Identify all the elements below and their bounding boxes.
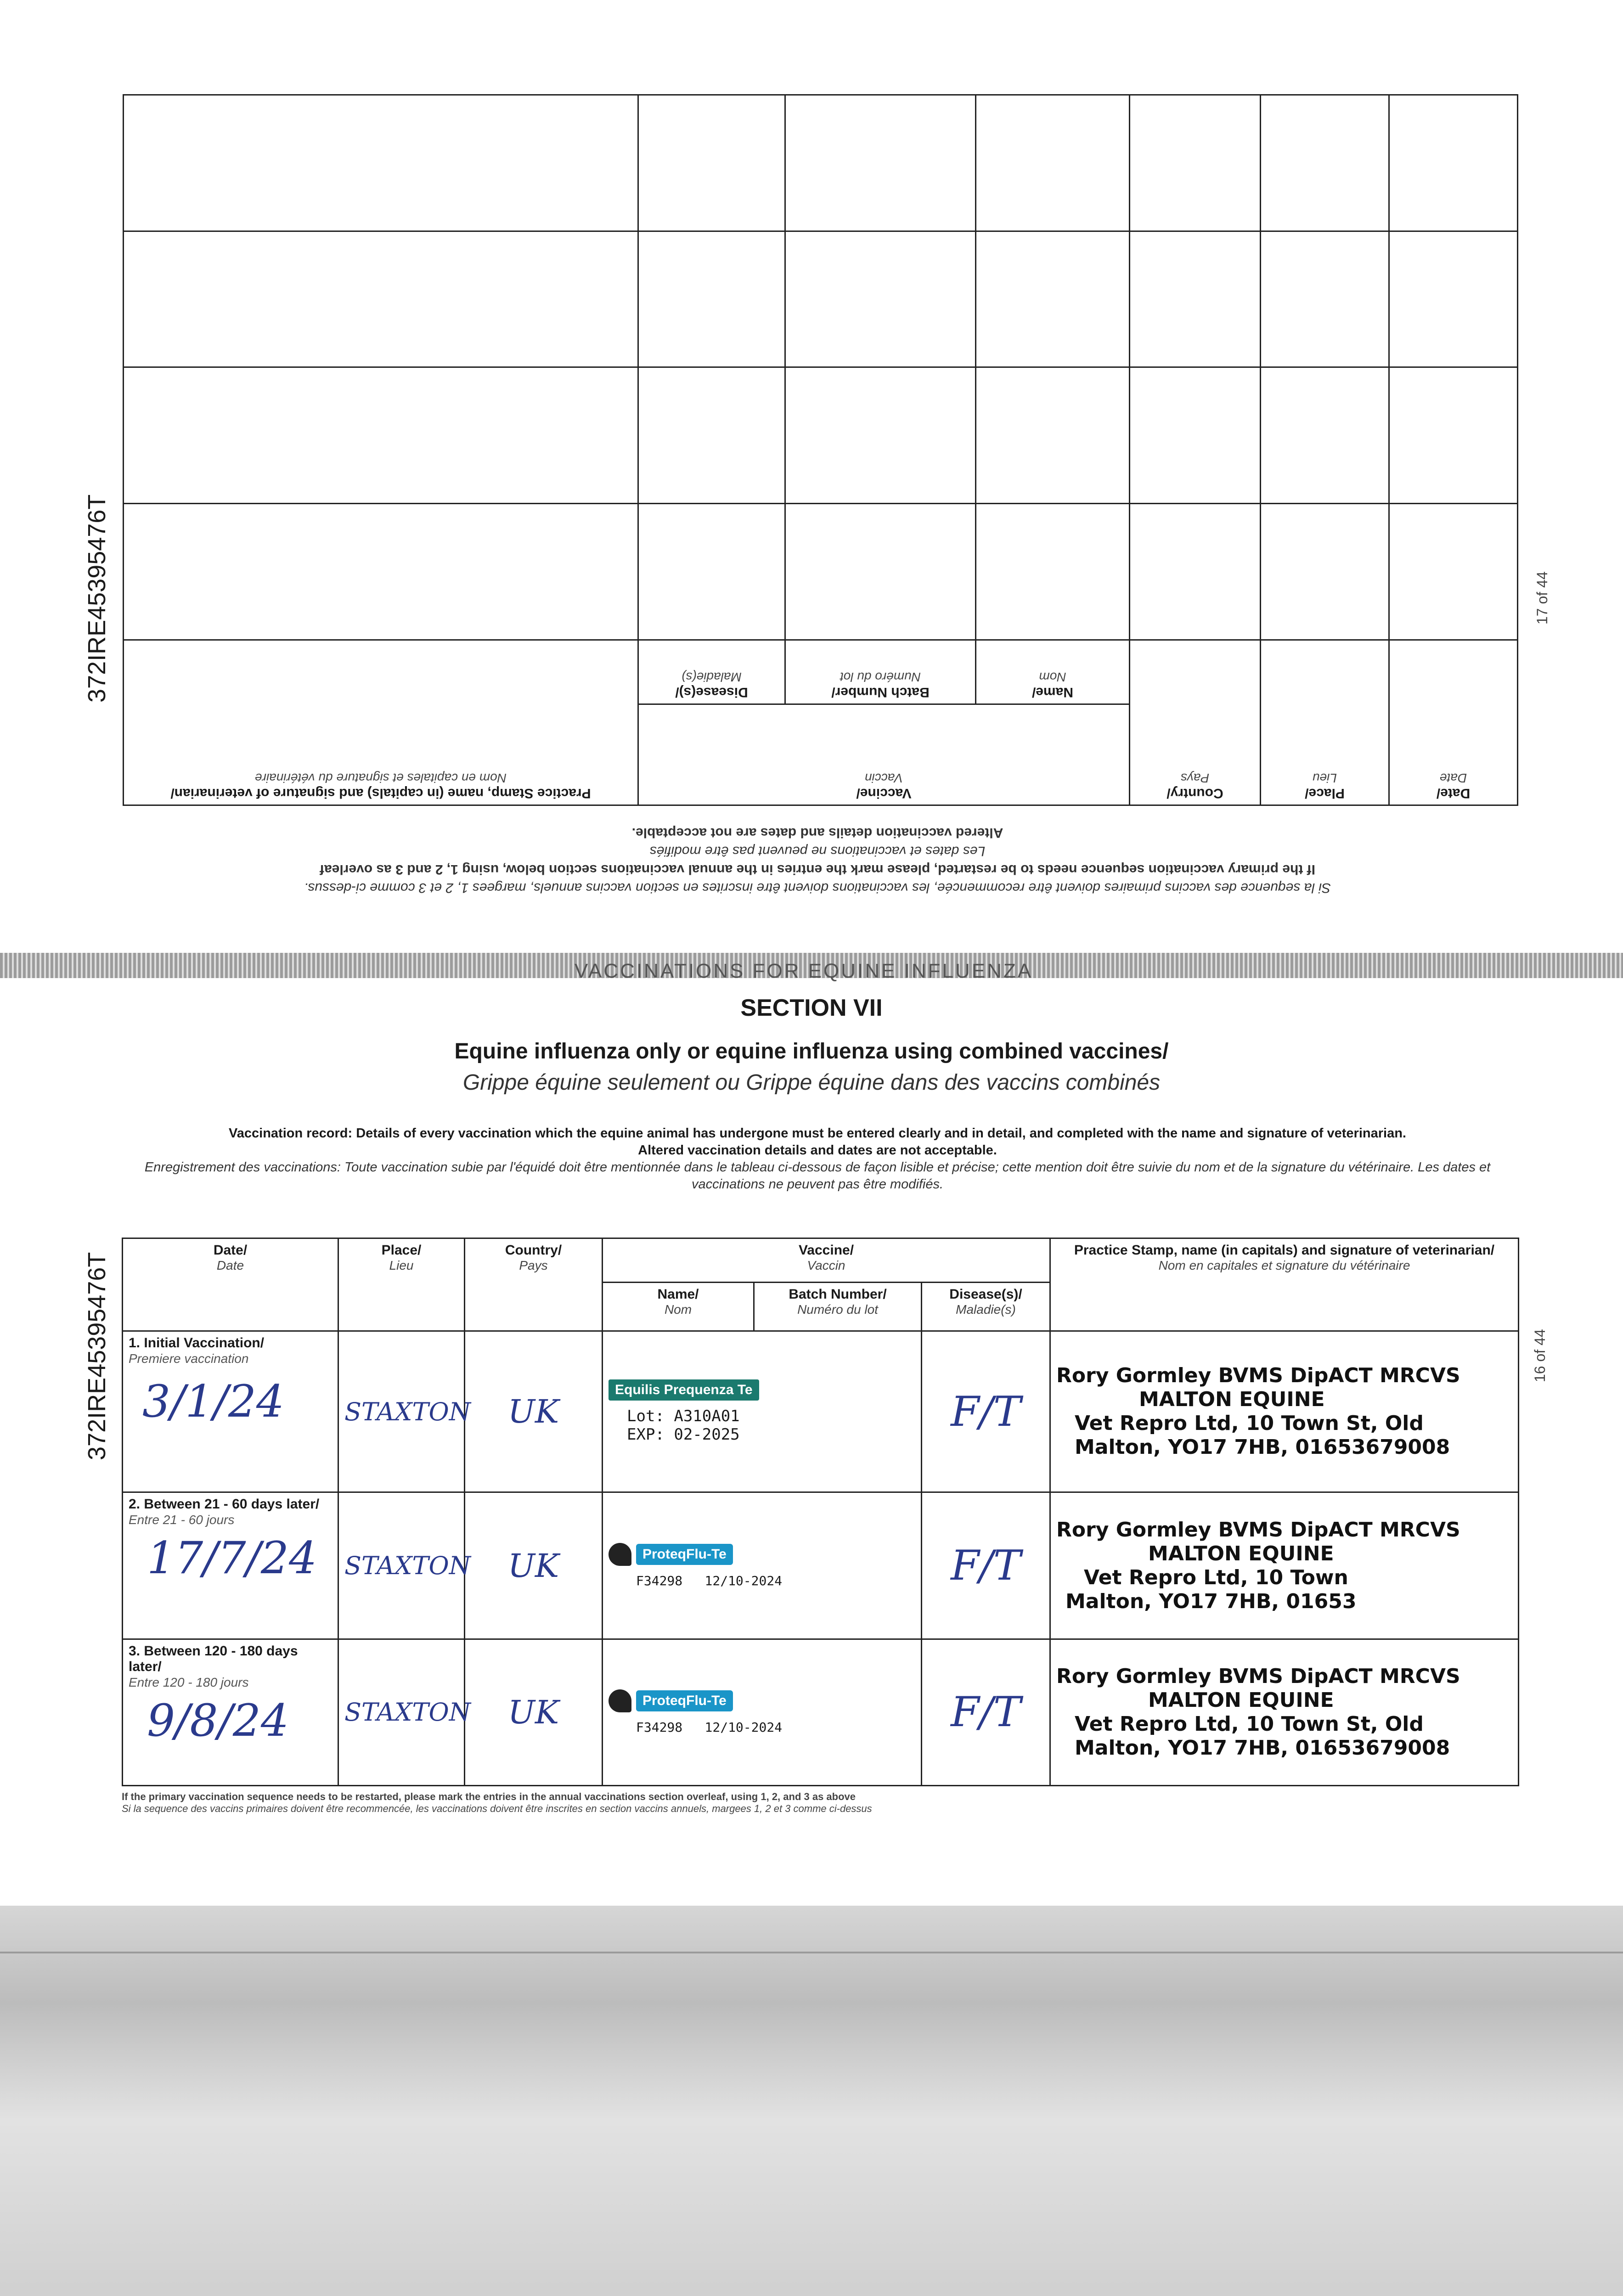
row1-lot: Lot: A310A01 xyxy=(627,1407,740,1426)
row1-stamp-line3: Vet Repro Ltd, 10 Town St, Old xyxy=(1075,1412,1424,1435)
subtitle-en: Equine influenza only or equine influenza using combined vaccines/ xyxy=(454,1039,1169,1064)
intro-en-2: Altered vaccination details and dates are not acceptable. xyxy=(638,1143,997,1158)
row1-date-cell xyxy=(123,1331,338,1492)
row3-stamp-line2: MALTON EQUINE xyxy=(1148,1688,1334,1712)
upper-header-vaccine: Vaccine/ Vaccin xyxy=(638,704,1130,805)
header-disease: Disease(s)/ Maladie(s) xyxy=(922,1282,1050,1331)
header-batch: Batch Number/ Numéro du lot xyxy=(754,1282,922,1331)
row3-label: 3. Between 120 - 180 days later/ Entre 120 - 180 jours xyxy=(129,1643,298,1689)
row2-label: 2. Between 21 - 60 days later/ Entre 21 - 60 jours xyxy=(129,1497,320,1527)
row2-vaccine-label: ProteqFlu-Te xyxy=(636,1544,733,1565)
intro-text xyxy=(124,1125,1511,1193)
row3-vaccine-label: ProteqFlu-Te xyxy=(636,1690,733,1711)
row2-stamp-line2: MALTON EQUINE xyxy=(1148,1542,1334,1565)
row1-exp: EXP: 02-2025 xyxy=(627,1425,740,1444)
row3-stamp-line1: Rory Gormley BVMS DipACT MRCVS xyxy=(1056,1664,1460,1688)
row2-place: STAXTON xyxy=(338,1492,465,1639)
lower-page-number: 16 of 44 xyxy=(1532,1329,1548,1382)
row2-stamp-line3: Vet Repro Ltd, 10 Town xyxy=(1084,1565,1348,1589)
row3-disease: F/T xyxy=(922,1639,1050,1785)
row2-disease: F/T xyxy=(922,1492,1050,1639)
table-row xyxy=(123,1639,1519,1785)
row3-exp: 12/10-2024 xyxy=(704,1719,783,1735)
row1-stamp-line2: MALTON EQUINE xyxy=(1139,1388,1325,1412)
row1-disease: F/T xyxy=(922,1331,1050,1492)
row2-lot: F34298 xyxy=(636,1573,683,1588)
upper-page-number: 17 of 44 xyxy=(1534,571,1550,625)
upper-notes xyxy=(216,822,1419,898)
row2-stamp-line1: Rory Gormley BVMS DipACT MRCVS xyxy=(1056,1518,1460,1542)
row1-vaccine xyxy=(603,1331,922,1492)
upper-vaccination-table xyxy=(124,94,1518,806)
header-place: Place/ Lieu xyxy=(338,1238,465,1331)
upper-restart-fr: Si la sequence des vaccins primaires doivent être recommencée, les vaccinations doivent être inscrites en section vaccins annuels, margees 1, 2 et 3 comme ci-dessus. xyxy=(304,880,1331,895)
table-row xyxy=(124,367,1518,504)
row3-lot: F34298 xyxy=(636,1719,683,1735)
header-stamp: Practice Stamp, name (in capitals) and signature of veterinarian/ Nom en capitales et signature du vétérinaire xyxy=(1050,1238,1519,1331)
paper-shadow xyxy=(0,1906,1623,2296)
upper-header-country: Country/ Pays xyxy=(1130,640,1261,805)
paper-edge xyxy=(0,1952,1623,1953)
row3-country: UK xyxy=(465,1639,603,1785)
row2-stamp-line4: Malton, YO17 7HB, 01653 xyxy=(1065,1589,1357,1613)
table-row xyxy=(123,1331,1519,1492)
table-row xyxy=(123,1492,1519,1639)
upper-restart-en: If the primary vaccination sequence needs to be restarted, please mark the entries in the annual vaccinations section below, using 1, 2 and 3 as overleaf xyxy=(320,862,1315,877)
row1-stamp-line1: Rory Gormley BVMS DipACT MRCVS xyxy=(1056,1364,1460,1388)
horse-logo-icon xyxy=(609,1689,631,1712)
header-date: Date/ Date xyxy=(123,1238,338,1331)
footer-en: If the primary vaccination sequence needs to be restarted, please mark the entries in the annual vaccinations section overleaf, using 1, 2, and 3 as above xyxy=(122,1791,856,1802)
row1-date: 3/1/24 xyxy=(142,1376,284,1428)
row3-stamp-line3: Vet Repro Ltd, 10 Town St, Old xyxy=(1075,1712,1424,1736)
upper-doc-id: 372IRE45395476T xyxy=(83,494,111,703)
row3-vaccine xyxy=(603,1639,922,1785)
row3-stamp xyxy=(1050,1639,1519,1785)
upper-header-stamp: Practice Stamp, name (in capitals) and signature of veterinarian/ Nom en capitales et signature du vétérinaire xyxy=(124,640,638,805)
upper-header-place: Place/ Lieu xyxy=(1261,640,1389,805)
intro-fr: Enregistrement des vaccinations: Toute vaccination subie par l'équidé doit être mentionnée dans le tableau ci-dessous de façon lisible et précise; cette mention doit être suivie du nom et de la signature du vétérinaire. Les dates et vaccinations ne peuvent pas être modifiés. xyxy=(144,1160,1491,1192)
intro-en-1: Vaccination record: Details of every vaccination which the equine animal has undergone must be entered clearly and in detail, and completed with the name and signature of veterinarian. xyxy=(229,1126,1406,1141)
header-vaccine: Vaccine/ Vaccin xyxy=(603,1238,1050,1283)
row3-date-cell xyxy=(123,1639,338,1785)
row2-vaccine xyxy=(603,1492,922,1639)
row2-stamp xyxy=(1050,1492,1519,1639)
upper-altered-en: Altered vaccination details and dates are not acceptable. xyxy=(631,825,1003,840)
row2-exp: 12/10-2024 xyxy=(704,1573,783,1588)
row1-country: UK xyxy=(465,1331,603,1492)
row2-date-cell xyxy=(123,1492,338,1639)
table-row xyxy=(124,504,1518,640)
row2-country: UK xyxy=(465,1492,603,1639)
upper-header-batch: Batch Number/ Numéro du lot xyxy=(785,640,976,704)
row1-label: 1. Initial Vaccination/ Premiere vaccination xyxy=(129,1335,265,1366)
subtitle-fr: Grippe équine seulement ou Grippe équine dans des vaccins combinés xyxy=(462,1070,1161,1095)
lower-doc-id: 372IRE45395476T xyxy=(83,1252,111,1460)
row1-stamp-line4: Malton, YO17 7HB, 01653679008 xyxy=(1075,1435,1450,1459)
lower-vaccination-table xyxy=(122,1238,1518,1786)
upper-header-disease: Disease(s)/ Maladie(s) xyxy=(638,640,785,704)
upper-header-name: Name/ Nom xyxy=(976,640,1130,704)
row1-vaccine-label: Equilis Prequenza Te xyxy=(609,1379,759,1401)
footer-fr: Si la sequence des vaccins primaires doivent être recommencée, les vaccinations doivent être inscrites en section vaccins annuels, margees 1, 2 et 3 comme ci-dessus xyxy=(122,1803,872,1814)
section-title: SECTION VII xyxy=(740,995,883,1021)
table-row xyxy=(124,95,1518,231)
row3-stamp-line4: Malton, YO17 7HB, 01653679008 xyxy=(1075,1736,1450,1760)
header-country: Country/ Pays xyxy=(465,1238,603,1331)
table-row xyxy=(124,231,1518,367)
upper-header-date: Date/ Date xyxy=(1389,640,1518,805)
horse-logo-icon xyxy=(609,1543,631,1566)
row1-place: STAXTON xyxy=(338,1331,465,1492)
row3-place: STAXTON xyxy=(338,1639,465,1785)
upper-altered-fr: Les dates et vaccinations ne peuvent pas être modifiés xyxy=(649,844,986,859)
row2-date: 17/7/24 xyxy=(147,1532,317,1584)
row3-date: 9/8/24 xyxy=(147,1694,289,1746)
header-name: Name/ Nom xyxy=(603,1282,754,1331)
footer-note xyxy=(122,1791,1454,1815)
fold-title: VACCINATIONS FOR EQUINE INFLUENZA xyxy=(574,960,1033,982)
row1-stamp xyxy=(1050,1331,1519,1492)
